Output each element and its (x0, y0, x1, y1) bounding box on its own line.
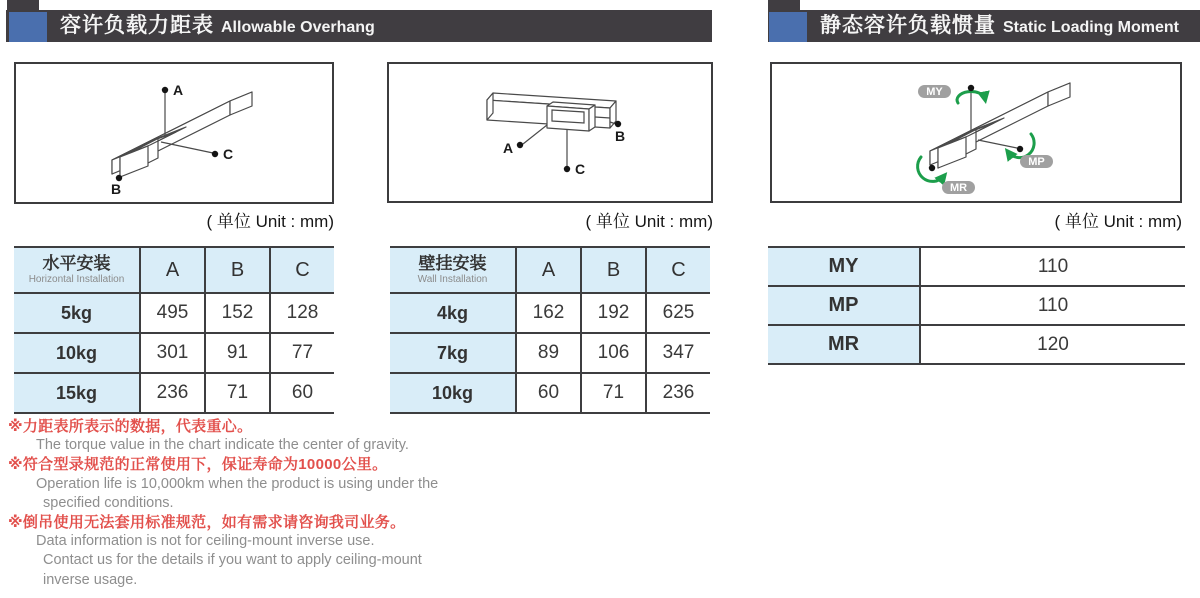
load-cell: 15kg (14, 373, 140, 413)
header-accent-square (769, 12, 807, 42)
mr-axis-dot (929, 165, 935, 171)
value-cell: 89 (516, 333, 581, 373)
unit-note: ( 单位 Unit : mm) (206, 212, 334, 231)
footnote-zh: ※符合型录规范的正常使用下，保证寿命为10000公里。 (8, 456, 388, 474)
table-title-cell: 壁挂安装 Wall Installation (390, 247, 516, 293)
moment-label-cell: MR (768, 325, 920, 364)
mp-rotation-arrow (1008, 134, 1034, 158)
my-badge-label: MY (926, 86, 943, 98)
section-title-zh: 容许负载力距表 (60, 14, 214, 37)
footnote-en: Data information is not for ceiling-mount inverse use. (36, 533, 375, 550)
table-row (14, 373, 334, 413)
load-cell: 5kg (14, 293, 140, 333)
column-header-b: B (581, 247, 646, 293)
point-b-label: B (111, 181, 122, 197)
mp-axis-dot (1017, 146, 1023, 152)
table-row (768, 286, 1185, 325)
value-cell: 91 (205, 333, 270, 373)
value-cell: 77 (270, 333, 334, 373)
column-header-c: C (646, 247, 710, 293)
table-row (390, 333, 710, 373)
section-header-static-loading-moment (768, 0, 1200, 42)
column-header-c: C (270, 247, 334, 293)
value-cell: 162 (516, 293, 581, 333)
table-row (390, 293, 710, 333)
diagram-wall-installation (387, 62, 713, 203)
value-cell: 152 (205, 293, 270, 333)
moment-label-cell: MY (768, 247, 920, 286)
value-cell: 60 (270, 373, 334, 413)
value-cell: 236 (646, 373, 710, 413)
footnote-en: Contact us for the details if you want to apply ceiling-mount (43, 552, 422, 569)
load-cell: 10kg (390, 373, 516, 413)
table-row (768, 325, 1185, 364)
value-cell: 236 (140, 373, 205, 413)
unit-note: ( 单位 Unit : mm) (585, 212, 713, 231)
footnote-zh: ※力距表所表示的数据，代表重心。 (8, 418, 253, 435)
header-titles (820, 10, 1179, 42)
column-header-a: A (516, 247, 581, 293)
moment-value-cell: 120 (920, 325, 1185, 364)
footnote-en: Operation life is 10,000km when the product is using under the (36, 475, 439, 492)
mp-axis-line (978, 140, 1017, 148)
moment-value-cell: 110 (920, 247, 1185, 286)
value-cell: 347 (646, 333, 710, 373)
value-cell: 301 (140, 333, 205, 373)
table-row (390, 373, 710, 413)
value-cell: 625 (646, 293, 710, 333)
footnote-zh: ※倒吊使用无法套用标准规范，如有需求请咨询我司业务。 (8, 514, 406, 532)
header-accent-square (9, 12, 47, 42)
value-cell: 71 (581, 373, 646, 413)
table-row (768, 247, 1185, 286)
horizontal-installation-table (14, 246, 334, 414)
footnote-en: inverse usage. (43, 571, 138, 588)
line-to-c (161, 142, 213, 153)
load-cell: 10kg (14, 333, 140, 373)
point-b-dot (615, 121, 621, 127)
value-cell: 106 (581, 333, 646, 373)
moment-value-cell: 110 (920, 286, 1185, 325)
column-header-b: B (205, 247, 270, 293)
column-header-a: A (140, 247, 205, 293)
table-title-cell: 水平安装 Horizontal Installation (14, 247, 140, 293)
section-title-zh: 静态容许负载惯量 (820, 14, 996, 37)
table-header-row (14, 247, 334, 293)
static-moment-table (768, 246, 1185, 365)
wall-installation-table (390, 246, 710, 414)
value-cell: 60 (516, 373, 581, 413)
point-a-label: A (173, 82, 184, 98)
section-title-en: Static Loading Moment (1003, 19, 1179, 36)
line-to-a (523, 125, 547, 144)
point-c-label: C (223, 146, 234, 162)
footnote-en: specified conditions. (43, 494, 174, 511)
diagram-static-loading-moment (770, 62, 1182, 203)
value-cell: 495 (140, 293, 205, 333)
moment-label-cell: MP (768, 286, 920, 325)
point-b-label: B (615, 128, 626, 144)
table-row (14, 333, 334, 373)
horizontal-installation-drawing (16, 64, 332, 202)
static-moment-drawing (772, 64, 1180, 201)
wall-installation-drawing (389, 64, 711, 201)
section-header-allowable-overhang (6, 0, 712, 42)
load-cell: 4kg (390, 293, 516, 333)
table-header-row (390, 247, 710, 293)
value-cell: 71 (205, 373, 270, 413)
footnote-en: The torque value in the chart indicate the center of gravity. (36, 437, 409, 454)
value-cell: 128 (270, 293, 334, 333)
my-axis-dot (968, 85, 974, 91)
unit-note: ( 单位 Unit : mm) (1054, 212, 1182, 231)
section-title-en: Allowable Overhang (221, 19, 375, 36)
mr-badge-label: MR (949, 182, 968, 194)
point-c-dot (564, 166, 570, 172)
table-row (14, 293, 334, 333)
point-a-dot (162, 87, 168, 93)
footnotes (8, 417, 548, 590)
point-a-label: A (503, 140, 514, 156)
mp-badge-label: MP (1028, 156, 1045, 168)
slider-block (547, 102, 595, 131)
load-cell: 7kg (390, 333, 516, 373)
header-titles (60, 10, 375, 42)
point-a-dot (517, 142, 523, 148)
value-cell: 192 (581, 293, 646, 333)
diagram-horizontal-installation (14, 62, 334, 204)
point-c-label: C (575, 161, 586, 177)
point-c-dot (212, 151, 218, 157)
